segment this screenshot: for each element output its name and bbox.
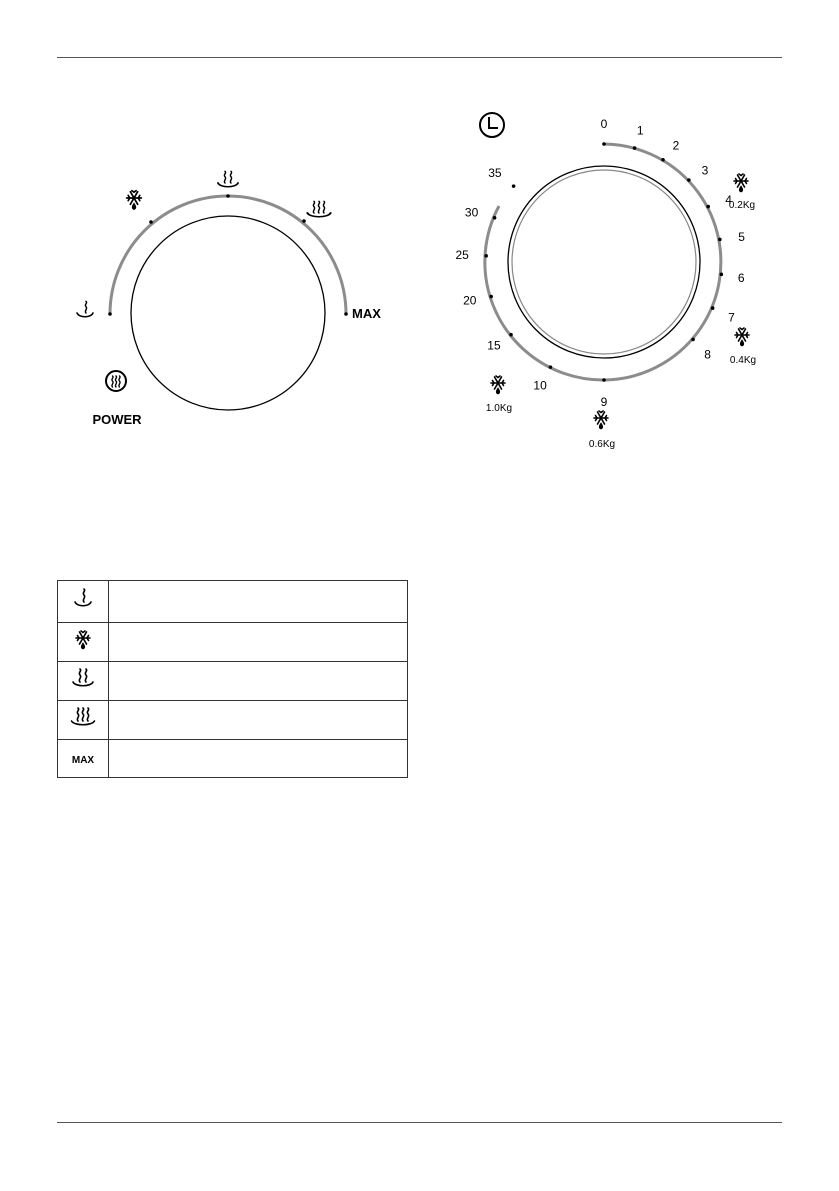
defrost-weight-label: 0.2Kg [728,200,756,211]
timer-tick-label: 20 [463,293,477,308]
legend-icon-cell [58,581,109,623]
timer-tick-label: 3 [701,163,709,178]
timer-tick-dot [633,146,637,150]
timer-tick-label: 30 [464,205,479,220]
timer-tick-dot [661,158,665,162]
legend-icon-cell [58,740,109,778]
defrost-weight-label: 0.6Kg [588,439,616,450]
timer-tick-label: 25 [455,248,469,263]
legend-icon-cell [58,662,109,701]
medium-high-icon [69,706,97,730]
low-icon [77,301,93,316]
timer-tick-label: 9 [600,395,608,409]
power-scale-arc [110,196,346,314]
timer-tick-dot [493,216,497,220]
timer-tick-dot [489,295,493,299]
timer-knob-inner-ring [512,170,696,354]
defrost-icon [734,174,748,192]
timer-scale-arc [485,144,721,380]
legend-text-cell [109,623,408,662]
timer-tick-label: 4 [725,193,732,208]
timer-tick-label: 15 [487,338,501,353]
table-row [58,740,408,778]
timer-tick-dot [509,333,513,337]
clock-icon [480,113,504,137]
power-dot-medium-high [302,219,306,223]
defrost-icon [594,411,608,429]
timer-tick-label: 1 [636,123,644,138]
power-icon [106,371,126,391]
power-dot-defrost [149,220,153,224]
defrost-icon [491,376,505,394]
power-dot-low [108,312,112,316]
defrost-icon [127,191,142,210]
table-row [58,662,408,701]
power-dial[interactable] [77,171,381,427]
power-legend-table [57,580,408,778]
medium-icon [218,171,238,186]
timer-tick-label: 2 [672,138,680,153]
timer-tick-label: 0 [600,117,608,131]
defrost-icon [735,328,749,346]
max-label: MAX [71,754,95,766]
max-label: MAX [352,306,381,321]
timer-dial[interactable] [456,113,757,450]
legend-text-cell [109,701,408,740]
low-icon [71,587,95,611]
timer-tick-label: 5 [738,229,745,244]
timer-tick-dot [691,338,695,342]
timer-tick-label: 8 [704,347,711,362]
power-dot-medium [226,194,230,198]
timer-labels [456,117,746,409]
timer-tick-label: 6 [737,270,745,285]
table-row [58,623,408,662]
power-label: POWER [92,412,142,427]
defrost-weight-label: 0.4Kg [729,355,757,366]
legend-text-cell [109,740,408,778]
defrost-icon [71,627,95,653]
legend-icon-cell [58,623,109,662]
timer-tick-dot [711,306,715,310]
legend-text-cell [109,581,408,623]
table-row [58,701,408,740]
legend-text-cell [109,662,408,701]
timer-tick-dot [602,142,606,146]
timer-tick-label: 10 [533,378,547,393]
medium-icon [70,667,96,691]
timer-tick-label: 7 [728,310,735,325]
table-row [58,581,408,623]
timer-tick-dot [484,254,488,258]
timer-tick-dot [687,178,691,182]
power-knob[interactable] [131,216,325,410]
timer-tick-label: 35 [488,166,502,181]
timer-tick-dot [602,378,606,382]
defrost-weight-label: 1.0Kg [485,403,513,414]
timer-tick-dot [718,238,722,242]
timer-tick-dot [706,205,710,209]
medium-high-icon [307,201,330,216]
timer-tick-dot [549,365,553,369]
legend-icon-cell [58,701,109,740]
power-dot-max [344,312,348,316]
timer-knob[interactable] [508,166,700,358]
timer-tick-dot [512,184,516,188]
timer-tick-dot [720,273,724,277]
